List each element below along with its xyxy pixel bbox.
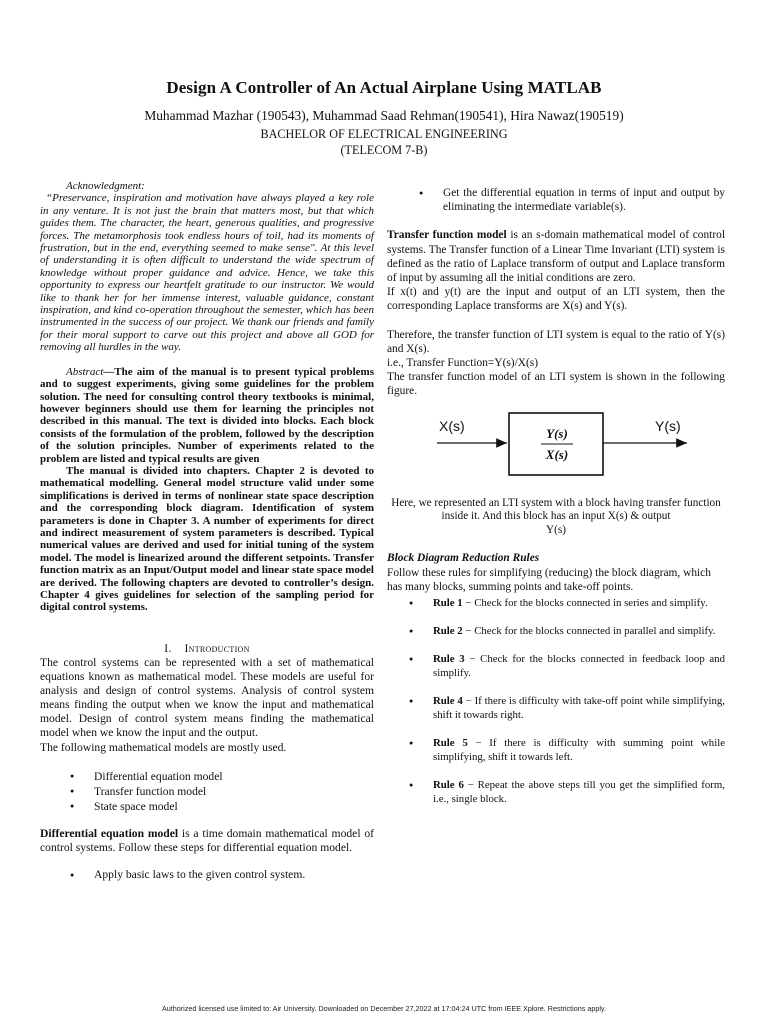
- rule-label: Rule 1: [433, 597, 463, 610]
- diff-steps-list: [70, 869, 374, 881]
- abstract-label: Abstract: [66, 365, 104, 378]
- rule-text: − Check for the blocks connected in parallel and simplify.: [462, 625, 716, 638]
- section-number: I.: [164, 641, 172, 655]
- figure-caption: [387, 497, 725, 538]
- block-reduction-heading: Block Diagram Reduction Rules: [387, 552, 540, 565]
- intro-paragraph-2: The following mathematical models are mostly used.: [40, 741, 287, 755]
- output-label: Y(s): [655, 417, 681, 434]
- rule-item-6: [387, 778, 725, 806]
- model-list: [70, 769, 374, 814]
- affiliation: [0, 126, 768, 158]
- degree-line: BACHELOR OF ELECTRICAL ENGINEERING: [260, 127, 508, 141]
- input-label: X(s): [439, 417, 465, 434]
- rule-label: Rule 5: [433, 737, 468, 750]
- differential-model-text: is a time domain mathematical model of control systems. Follow these steps for differential equation model.: [40, 827, 374, 855]
- abstract-paragraph-2: The manual is divided into chapters. Chapter 2 is devoted to mathematical modelling. General model structure valid under some simplifications is derived in terms of nonlinear state space description and the corresponding block diagram. Identification of system parameters is done in Chapter 3. A number of experiments for direct and indirect measurement of system parameters is described. Typical numerical values are derived and used for initial tuning of the system model. The model is linearized around the different setpoints. Transfer function matrix as an Input/Output model and linear state space model are derived. The following chapters are devoted to controller’s design. Chapter 4 gives guidelines for selection of the sampling period for digital control systems.: [40, 464, 374, 614]
- fraction-numerator: Y(s): [546, 425, 568, 441]
- transfer-function-paragraph: [387, 228, 725, 285]
- list-item: ● Differential equation model: [70, 769, 374, 784]
- intro-paragraph-1: The control systems can be represented with a set of mathematical equations known as mathematical model. These models are useful for analysis and design of control systems. Analysis of control system means finding the output when we know the input and mathematical model. Design of control system means finding the mathematical model when we know the input and the output.: [40, 656, 374, 740]
- rule-item-1: [387, 596, 725, 610]
- transfer-function-figure: [387, 405, 725, 485]
- rule-item-4: [387, 694, 725, 722]
- rule-label: Rule 2: [433, 625, 463, 638]
- diff-step-2: ● Get the differential equation in terms of input and output by eliminating the intermediate variable(s).: [387, 186, 725, 214]
- rules-list: [387, 596, 725, 806]
- rule-text: − If there is difficulty with take-off point while simplifying, shift it towards right.: [433, 695, 725, 722]
- rule-text: − Repeat the above steps till you get the simplified form, i.e., single block.: [433, 779, 725, 806]
- rule-item-2: [387, 624, 725, 638]
- block-reduction-intro: Follow these rules for simplifying (reducing) the block diagram, which has many blocks, summing points and take-off points.: [387, 566, 711, 593]
- left-column: [40, 180, 374, 882]
- caption-line-1: Here, we represented an LTI system with a block having transfer function inside it. And this block has an input X(s) & output: [391, 496, 721, 523]
- section-heading-introduction: [40, 643, 374, 655]
- paper-title: Design A Controller of An Actual Airplane Using MATLAB: [166, 78, 602, 97]
- rule-text: − Check for the blocks connected in series and simplify.: [462, 597, 708, 610]
- list-item: ● Apply basic laws to the given control system.: [70, 869, 374, 881]
- list-item: ● Transfer function model: [70, 784, 374, 799]
- transfer-function-term: Transfer function model: [387, 229, 507, 242]
- acknowledgment-heading: Acknowledgment:: [66, 180, 145, 192]
- transfer-function-text: is an s-domain mathematical model of control systems. The Transfer function of a Linear Time Invariant (LTI) system is defined as the ratio of Laplace transform of output and Laplace transform of input by assuming all the initial conditions are zero.: [387, 229, 725, 285]
- section-title: Introduction: [184, 641, 250, 655]
- section-line: (TELECOM 7-B): [340, 143, 428, 157]
- tf-paragraph-3: Therefore, the transfer function of LTI system is equal to the ratio of Y(s) and X(s).: [387, 328, 725, 355]
- rule-item-3: [387, 652, 725, 680]
- block-diagram: [387, 405, 725, 485]
- differential-model-term: Differential equation model: [40, 827, 179, 841]
- abstract-text-1: —The aim of the manual is to present typical problems and to suggest experiments, giving some guidelines for the problem solution. The need for consulting control theory textbooks is minimal, however beginners should use them for learning the principles not described in this manual. The text is divided into blocks. Each block consists of the formulation of the problem, followed by the description of the solution principles. Number of experiments related to the problem are listed and typical results are given: [40, 365, 374, 465]
- fraction-denominator: X(s): [545, 446, 569, 462]
- tf-paragraph-5: The transfer function model of an LTI system is shown in the following figure.: [387, 371, 725, 398]
- tf-paragraph-2: If x(t) and y(t) are the input and output of an LTI system, then the corresponding Laplace transforms are X(s) and Y(s).: [387, 286, 725, 313]
- rule-label: Rule 6: [433, 779, 464, 792]
- license-footer: Authorized licensed use limited to: Air University. Downloaded on December 27,2022 at 17:04:24 UTC from IEEE Xplore. Restrictions apply.: [162, 1004, 606, 1013]
- rule-text: − Check for the blocks connected in feedback loop and simplify.: [433, 653, 725, 680]
- acknowledgment-body: “Preservance, inspiration and motivation have always played a key role in any venture. It is not just the brain that matters most, but that which guides them. The character, the heart, generous qualities, and progressive forces. The metamorphosis took endless hours of toil, had its moments of frustration, but in the end, everything seemed to make sense". At this level of understanding it is often difficult to understand the wide spectrum of knowledge without proper guidance and advice. Hence, we take this opportunity to express our heartfelt gratitude to our instructor. We would like to thank her for her immense interest, valuable guidance, constant inspiration, and kind co-operation throughout the semester, which has been instrumented in the success of our project. We thank our friends and family for their moral support to carve out this project and above all GOD for removing all hurdles in the way.: [40, 192, 374, 354]
- tf-formula: i.e., Transfer Function=Y(s)/X(s): [387, 357, 539, 370]
- rule-label: Rule 4: [433, 695, 463, 708]
- abstract-paragraph-1: [40, 366, 374, 465]
- rule-text: − If there is difficulty with summing point while simplifying, shift it towards left.: [433, 737, 725, 764]
- author-list: Muhammad Mazhar (190543), Muhammad Saad Rehman(190541), Hira Nawaz(190519): [144, 108, 624, 123]
- list-item: ● State space model: [70, 799, 374, 814]
- differential-model-paragraph: [40, 827, 374, 855]
- right-column: [387, 186, 725, 820]
- caption-line-2: Y(s): [546, 523, 566, 536]
- rule-label: Rule 3: [433, 653, 465, 666]
- rule-item-5: [387, 736, 725, 764]
